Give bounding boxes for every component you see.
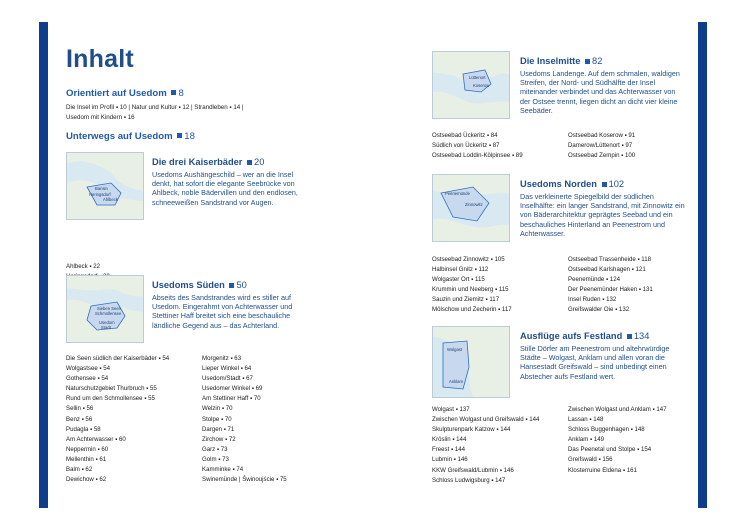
list-item[interactable]: Lubmin ▪ 146 xyxy=(432,456,468,464)
list-sueden-col2 xyxy=(202,354,287,485)
section-unterwegs-page: 18 xyxy=(184,131,195,142)
section-orientiert xyxy=(66,88,366,122)
list-item[interactable]: Mölschow und Zecherin ▪ 117 xyxy=(432,306,512,314)
list-item[interactable]: Skulpturenpark Katzow ▪ 144 xyxy=(432,426,511,434)
list-item[interactable]: Welzin ▪ 70 xyxy=(202,405,233,413)
list-item[interactable]: Usedom/Stadt ▪ 67 xyxy=(202,375,253,383)
page-marker-icon xyxy=(602,182,607,187)
list-item[interactable]: Stolpe ▪ 70 xyxy=(202,415,232,423)
intro-line: Die Insel im Profil ▪ 10 | Natur und Kultur ▪ 12 | Strandleben ▪ 14 | xyxy=(66,104,244,111)
right-page-edge-bar xyxy=(698,22,707,508)
section-inselmitte-title[interactable]: Die Inselmitte xyxy=(520,56,581,66)
list-item[interactable]: Freest ▪ 144 xyxy=(432,446,465,454)
section-orientiert-page: 8 xyxy=(178,88,184,99)
section-orientiert-title[interactable]: Orientiert auf Usedom xyxy=(66,88,167,99)
list-item[interactable]: Greifswalder Oie ▪ 132 xyxy=(568,306,630,314)
list-item[interactable]: Ostseebad Ückeritz ▪ 84 xyxy=(432,132,498,139)
map-label-anklam: Anklam xyxy=(449,379,463,384)
list-item[interactable]: Gothensee ▪ 54 xyxy=(66,375,109,383)
list-item[interactable]: Dewichow ▪ 62 xyxy=(66,476,107,484)
list-item[interactable]: Die Seen südlich der Kaiserbäder ▪ 54 xyxy=(66,355,170,362)
list-item[interactable]: Wolgaster Ort ▪ 115 xyxy=(432,276,485,284)
list-item[interactable]: Der Peenemünder Haken ▪ 131 xyxy=(568,286,653,294)
section-sueden-title[interactable]: Usedoms Süden xyxy=(152,280,225,290)
list-item[interactable]: Insel Ruden ▪ 132 xyxy=(568,296,617,304)
list-item[interactable]: Ostseebad Karlshagen ▪ 121 xyxy=(568,266,646,274)
section-norden xyxy=(520,179,685,238)
section-sueden-page: 50 xyxy=(236,280,247,290)
list-item[interactable]: Anklam ▪ 149 xyxy=(568,436,605,444)
list-item[interactable]: Ostseebad Trassenheide ▪ 118 xyxy=(568,256,652,263)
section-kaiserbaeder xyxy=(152,157,304,207)
section-festland-title[interactable]: Ausflüge aufs Festland xyxy=(520,331,623,341)
list-item[interactable]: Rund um den Schmollensee ▪ 55 xyxy=(66,395,155,403)
list-sueden-col1 xyxy=(66,354,169,485)
map-label-ahlbeck: Ahlbeck xyxy=(103,197,118,202)
list-item[interactable]: Zirchow ▪ 72 xyxy=(202,435,236,443)
list-item[interactable]: Garz ▪ 73 xyxy=(202,445,228,453)
list-item[interactable]: Balm ▪ 62 xyxy=(66,466,93,474)
section-kaiserbaeder-title[interactable]: Die drei Kaiserbäder xyxy=(152,157,243,167)
list-item[interactable]: Kröslin ▪ 144 xyxy=(432,436,467,444)
list-item[interactable]: Morgenitz ▪ 63 xyxy=(202,355,242,362)
map-label-zinnowitz: Zinnowitz xyxy=(465,202,483,207)
list-item[interactable]: Naturschutzgebiet Thurbruch ▪ 55 xyxy=(66,385,157,393)
left-page-edge-bar xyxy=(39,22,48,508)
list-item[interactable]: Ostseebad Loddin-Kölpinsee ▪ 89 xyxy=(432,152,523,160)
list-item[interactable]: Zwischen Wolgast und Anklam ▪ 147 xyxy=(568,406,667,413)
list-item[interactable]: Klosterruine Eldena ▪ 161 xyxy=(568,466,637,474)
list-item[interactable]: Kamminke ▪ 74 xyxy=(202,466,244,474)
list-item[interactable]: Pudagla ▪ 58 xyxy=(66,425,101,433)
section-kaiserbaeder-page: 20 xyxy=(254,157,265,167)
map-label-schmollensee: Schmollensee xyxy=(95,311,122,316)
list-item[interactable]: Ostseebad Koserow ▪ 91 xyxy=(568,132,636,139)
map-label-heringsdorf: Heringsdorf xyxy=(89,192,111,197)
list-item[interactable]: Ostseebad Zinnowitz ▪ 105 xyxy=(432,256,505,263)
list-item[interactable]: Das Peenetal und Stolpe ▪ 154 xyxy=(568,446,652,454)
list-festland-col2 xyxy=(568,405,667,476)
list-item[interactable]: Golm ▪ 73 xyxy=(202,455,229,463)
page-title: Inhalt xyxy=(66,45,134,73)
map-kaiserbaeder xyxy=(66,152,144,220)
list-item[interactable]: Am Stettiner Haff ▪ 70 xyxy=(202,395,261,403)
section-kaiserbaeder-description: Usedoms Aushängeschild – wer an die Insel denkt, hat sofort die elegante Seebrücke von Ahlbeck, noble Bädervillen und den endlosen, schneeweißen Sandstrand vor Augen. xyxy=(152,170,298,207)
section-inselmitte-page: 82 xyxy=(592,56,603,66)
list-item[interactable]: Ostseebad Zempin ▪ 100 xyxy=(568,152,636,160)
list-item[interactable]: Greifswald ▪ 156 xyxy=(568,456,613,464)
section-inselmitte xyxy=(520,56,685,115)
list-item[interactable]: Halbinsel Gnitz ▪ 112 xyxy=(432,266,489,274)
map-label-peenemuende: Peenemünde xyxy=(445,191,470,196)
list-item[interactable]: Sauzin und Ziemitz ▪ 117 xyxy=(432,296,500,304)
section-sueden xyxy=(152,280,304,330)
page-marker-icon xyxy=(177,133,182,138)
list-item[interactable]: KKW Greifswald/Lubmin ▪ 146 xyxy=(432,466,514,474)
list-item[interactable]: Schloss Ludwigsburg ▪ 147 xyxy=(432,476,506,484)
list-item[interactable]: Ahlbeck ▪ 22 xyxy=(66,263,101,270)
section-norden-page: 102 xyxy=(608,179,625,189)
map-label-sieben-seen: Sieben Seen xyxy=(97,306,121,311)
list-item[interactable]: Mellenthin ▪ 61 xyxy=(66,455,107,463)
list-norden-col1 xyxy=(432,255,512,316)
list-item[interactable]: Zwischen Wolgast und Greifswald ▪ 144 xyxy=(432,416,540,424)
page-marker-icon xyxy=(627,334,632,339)
map-sueden xyxy=(66,275,144,343)
list-festland-col1 xyxy=(432,405,539,486)
list-item[interactable]: Krummin und Neeberg ▪ 115 xyxy=(432,286,509,294)
page-marker-icon xyxy=(171,90,176,95)
map-festland xyxy=(432,326,510,398)
list-item[interactable]: Peenemünde ▪ 124 xyxy=(568,276,620,284)
map-label-wolgast: Wolgast xyxy=(447,347,463,352)
map-label-usedom: Usedom xyxy=(99,320,115,325)
list-item[interactable]: Swinemünde | Świnoujście ▪ 75 xyxy=(202,476,287,484)
list-inselmitte-col2 xyxy=(568,131,635,161)
list-item[interactable]: Wolgast ▪ 137 xyxy=(432,406,470,413)
list-item[interactable]: Usedomer Winkel ▪ 69 xyxy=(202,385,263,393)
map-label-luettenort: Lüttenort xyxy=(469,75,486,80)
section-norden-title[interactable]: Usedoms Norden xyxy=(520,179,597,189)
list-item[interactable]: Schloss Buggenhagen ▪ 148 xyxy=(568,426,645,434)
section-festland-description: Stille Dörfer am Peenestrom und altehrwürdige Städte – Wolgast, Anklam und allen voran die Hansestadt Greifswald – sind unbedingt einen Abstecher aufs Festland wert. xyxy=(520,344,670,381)
page-marker-icon xyxy=(247,160,252,165)
list-item[interactable]: Am Achterwasser ▪ 60 xyxy=(66,435,126,443)
map-inselmitte xyxy=(432,51,510,119)
section-unterwegs xyxy=(66,131,366,142)
page-marker-icon xyxy=(585,59,590,64)
page-marker-icon xyxy=(229,283,234,288)
list-item[interactable]: Wolgastsee ▪ 54 xyxy=(66,365,111,373)
list-item[interactable]: Sellin ▪ 56 xyxy=(66,405,94,413)
list-item[interactable]: Damerow/Lüttenort ▪ 97 xyxy=(568,142,633,150)
section-unterwegs-title[interactable]: Unterwegs auf Usedom xyxy=(66,131,173,142)
list-item[interactable]: Dargen ▪ 71 xyxy=(202,425,235,433)
list-inselmitte-col1 xyxy=(432,131,523,161)
list-item[interactable]: Südlich von Ückeritz ▪ 87 xyxy=(432,142,500,150)
section-norden-description: Das verkleinerte Spiegelbild der südlichen Inselhälfte: ein langer Sandstrand, mit Zinnowitz ein von Bäderarchitektur geprägtes Seebad und ein beschauliches Hinterland an Peenestrom und Achterwasser. xyxy=(520,192,685,238)
list-item[interactable]: Lieper Winkel ▪ 64 xyxy=(202,365,252,373)
list-item[interactable]: Benz ▪ 56 xyxy=(66,415,93,423)
map-label-bansin: Bansin xyxy=(95,186,108,191)
map-label-stadt: Stadt xyxy=(101,325,111,330)
list-item[interactable]: Lassan ▪ 148 xyxy=(568,416,604,424)
section-festland-page: 134 xyxy=(633,331,650,341)
map-label-koserow: Koserow xyxy=(473,83,490,88)
list-item[interactable]: Neppermin ▪ 60 xyxy=(66,445,109,453)
section-festland xyxy=(520,331,685,381)
map-norden xyxy=(432,174,510,242)
intro-line: Usedom mit Kindern ▪ 16 xyxy=(66,113,135,121)
list-norden-col2 xyxy=(568,255,653,316)
section-sueden-description: Abseits des Sandstrandes wird es stiller auf Usedom. Eingerahmt von Achterwasser und Stettiner Haff breitet sich eine beschauliche ländliche Gegend aus – das Achterland. xyxy=(152,293,293,330)
section-inselmitte-description: Usedoms Landenge. Auf dem schmalen, waldigen Streifen, der Nord- und Südhälfte der Insel miteinander verbindet und das Achterwasser von der Ostsee trennt, liegen dicht an dicht vier kleine Seebäder. xyxy=(520,69,680,115)
